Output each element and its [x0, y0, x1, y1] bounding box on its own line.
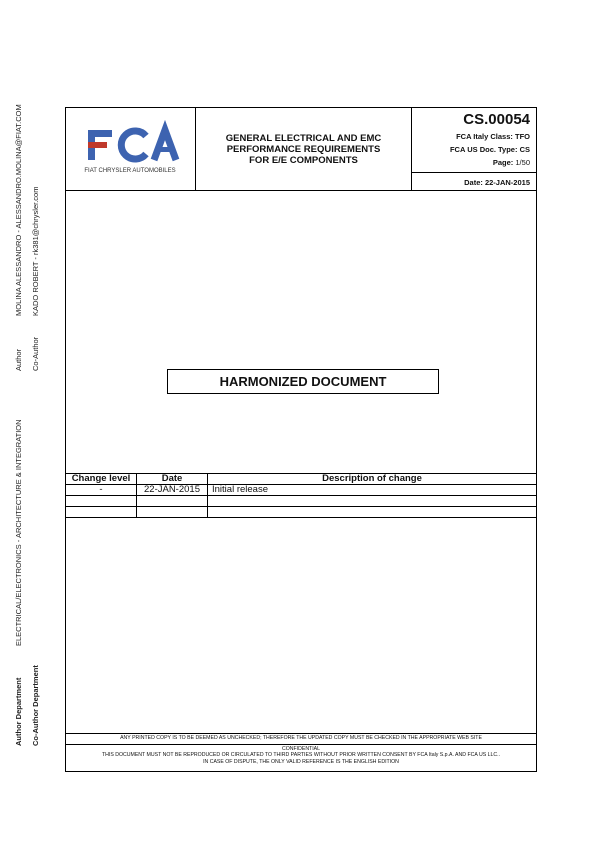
- change-table-header: [66, 474, 536, 485]
- col-description: Description of change: [208, 474, 537, 485]
- change-table: [66, 473, 536, 518]
- title-line-3: FOR E/E COMPONENTS: [249, 154, 358, 166]
- title-line-1: GENERAL ELECTRICAL AND EMC: [225, 132, 382, 144]
- info-box: [412, 108, 536, 190]
- fca-logo: [66, 108, 194, 190]
- footer-dispute-notice: IN CASE OF DISPUTE, THE ONLY VALID REFERENCE IS THE ENGLISH EDITION: [203, 758, 399, 765]
- col-change-level: Change level: [66, 474, 137, 485]
- logo-box: [66, 108, 196, 190]
- coauthor-department-label: Co-Author Department: [31, 665, 40, 746]
- change-level-cell: -: [66, 485, 137, 496]
- table-row: [66, 485, 536, 496]
- department-label: ELECTRICAL/ELECTRONICS - ARCHITECTURE & INTEGRATION: [14, 419, 23, 646]
- us-doc-type: FCA US Doc. Type: CS: [449, 145, 530, 154]
- description-cell: [208, 507, 537, 518]
- document-date: Date: 22-JAN-2015: [464, 178, 530, 187]
- coauthor-label: Co-Author: [31, 336, 40, 371]
- harmonized-banner: HARMONIZED DOCUMENT: [167, 369, 439, 394]
- footer-reproduction-notice: THIS DOCUMENT MUST NOT BE REPRODUCED OR CIRCULATED TO THIRD PARTIES WITHOUT PRIOR WRITTEN CONSENT BY FCA Italy S.p.A. AND FCA US LLC..: [101, 752, 501, 759]
- col-date: Date: [137, 474, 208, 485]
- document-frame: [65, 107, 537, 772]
- title-line-2: PERFORMANCE REQUIREMENTS: [226, 143, 381, 155]
- coauthor-email: KADO ROBERT - rk381@chrysler.com: [31, 186, 40, 316]
- table-row: [66, 507, 536, 518]
- footer-confidential: [66, 744, 536, 765]
- date-cell: [137, 507, 208, 518]
- author-email: MOLINA ALESSANDRO - ALESSANDRO.MOLINA@FIAT.COM: [14, 104, 23, 316]
- italy-class: FCA Italy Class: TFO: [456, 132, 530, 141]
- table-row: [66, 496, 536, 507]
- document-title: [196, 108, 412, 190]
- author-label: Author: [14, 348, 23, 371]
- document-code: CS.00054: [463, 111, 530, 128]
- footer-confidential-title: CONFIDENTIAL: [281, 746, 321, 752]
- author-department-label: Author Department: [14, 677, 23, 746]
- description-cell: [208, 496, 537, 507]
- date-cell: [137, 496, 208, 507]
- svg-text:FIAT CHRYSLER AUTOMOBILES: FIAT CHRYSLER AUTOMOBILES: [84, 168, 176, 174]
- date-cell: 22-JAN-2015: [137, 485, 208, 496]
- description-cell: Initial release: [208, 485, 537, 496]
- footer-notice: ANY PRINTED COPY IS TO BE DEEMED AS UNCHECKED; THEREFORE THE UPDATED COPY MUST BE CHECKED IN THE APPROPRIATE WEB SITE: [66, 733, 536, 741]
- change-level-cell: [66, 496, 137, 507]
- page-number: Page: 1/50: [492, 158, 530, 167]
- document-header: [66, 108, 536, 190]
- change-level-cell: [66, 507, 137, 518]
